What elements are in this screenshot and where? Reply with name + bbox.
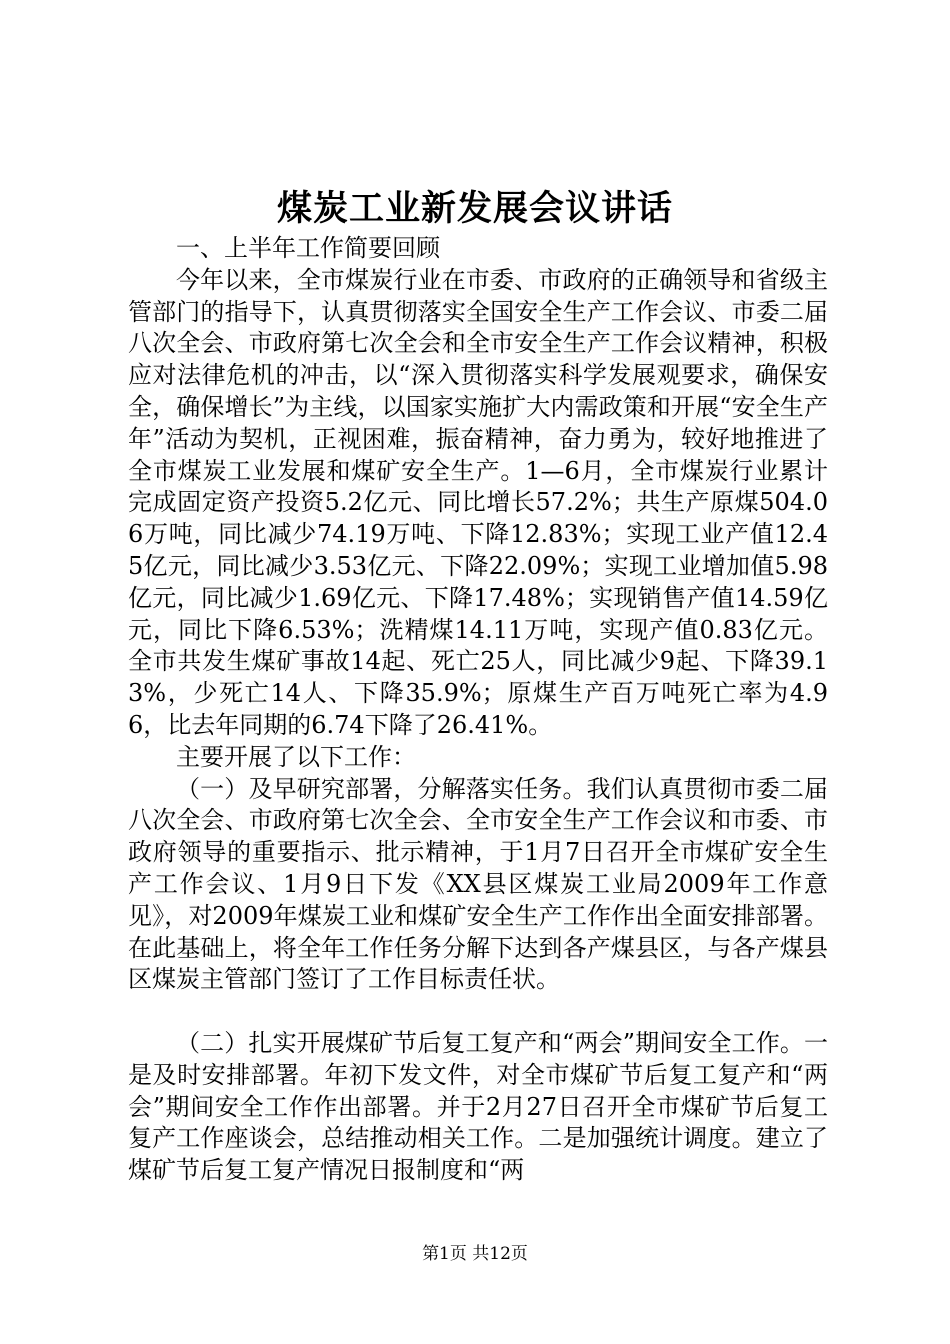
paragraph-spacer — [128, 996, 828, 1028]
page-footer: 第1页 共12页 — [422, 1244, 528, 1264]
paragraph-main-work-intro: 主要开展了以下工作： — [176, 742, 416, 771]
document-title: 煤炭工业新发展会议讲话 — [276, 188, 673, 229]
document-body — [128, 233, 828, 1187]
section-heading: 一、上半年工作简要回顾 — [176, 234, 440, 262]
paragraph-overview: 今年以来，全市煤炭行业在市委、市政府的正确领导和省级主管部门的指导下，认真贯彻落实全国安全生产工作会议、市委二届八次全会、市政府第七次全会和全市安全生产工作会议精神，积极应对法律危机的冲击，以“深入贯彻落实科学发展观要求，确保安全，确保增长”为主线，以国家实施扩大内需政策和开展“安全生产年”活动为契机，正视困难，振奋精神，奋力勇为，较好地推进了全市煤炭工业发展和煤矿安全生产。1—6月，全市煤炭行业累计完成固定资产投资5.2亿元、同比增长57.2%；共生产原煤504.06万吨，同比减少74.19万吨、下降12.83%；实现工业产值12.45亿元，同比减少3.53亿元、下降22.09%；实现工业增加值5.98亿元，同比减少1.69亿元、下降17.48%；实现销售产值14.59亿元，同比下降6.53%；洗精煤14.11万吨，实现产值0.83亿元。全市共发生煤矿事故14起、死亡25人，同比减少9起、下降39.13%，少死亡14人、下降35.9%；原煤生产百万吨死亡率为4.96，比去年同期的6.74下降了26.41%。 — [128, 265, 828, 739]
paragraph-item-two: （二）扎实开展煤矿节后复工复产和“两会”期间安全工作。一是及时安排部署。年初下发文件，对全市煤矿节后复工复产和“两会”期间安全工作作出部署。并于2月27日召开全市煤矿节后复工复产工作座谈会，总结推动相关工作。二是加强统计调度。建立了煤矿节后复工复产情况日报制度和“两 — [128, 1028, 828, 1185]
paragraph-item-one: （一）及早研究部署，分解落实任务。我们认真贯彻市委二届八次全会、市政府第七次全会、全市安全生产工作会议和市委、市政府领导的重要指示、批示精神，于1月7日召开全市煤矿安全生产工作会议、1月9日下发《XX县区煤炭工业局2009年工作意见》，对2009年煤炭工业和煤矿安全生产工作作出全面安排部署。在此基础上，将全年工作任务分解下达到各产煤县区，与各产煤县区煤炭主管部门签订了工作目标责任状。 — [128, 774, 828, 994]
